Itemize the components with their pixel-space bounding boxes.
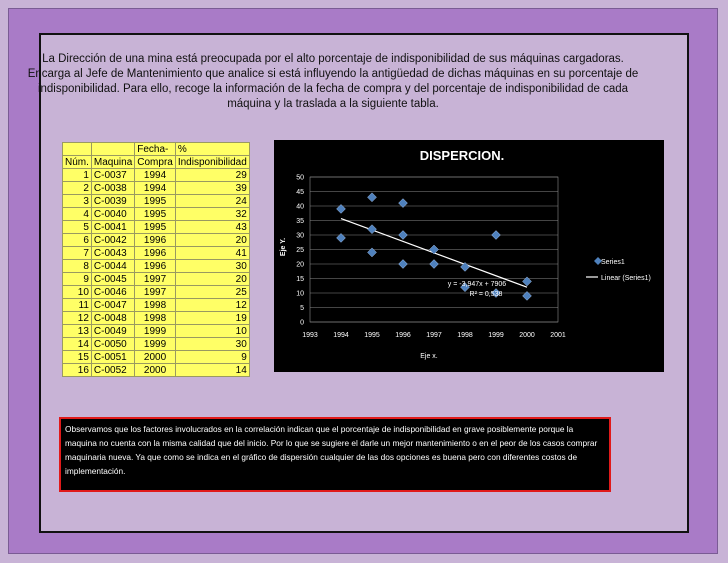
observation-text: Observamos que los factores involucrados en la correlación indican que el porcentaje de indisponibilidad en grave posiblemente porque la maquina no cuenta con la misma calidad que del inicio. Por lo que se sugiere el darle un mejor mantenimiento o en el peor de los casos comprar maquinaria nueva. Ya que como se indica en el gráfico de dispersión cualquier de las dos opciones es buena pero con diferentes costos de implementación. [65,424,598,476]
data-point [430,245,439,254]
y-tick-label: 15 [296,276,304,283]
unavailability-cell: 30 [175,338,249,351]
data-point [368,225,377,234]
machine-cell: C-0043 [91,247,134,260]
table-row [63,221,250,234]
table-header-cell: Compra [135,156,176,169]
intro-paragraph [20,52,646,112]
unavailability-cell: 10 [175,325,249,338]
y-tick-label: 25 [296,247,304,254]
row-number-cell: 13 [63,325,92,338]
intro-line: La Dirección de una mina está preocupada por el alto porcentaje de indisponibilidad de sus máquinas cargadoras. [42,53,624,65]
unavailability-cell: 32 [175,208,249,221]
legend-label-trendline: Linear (Series1) [601,275,651,282]
unavailability-cell: 9 [175,351,249,364]
purchase-year-cell: 1996 [135,247,176,260]
x-tick-label: 1999 [488,332,504,339]
observation-box [59,417,611,492]
machine-cell: C-0042 [91,234,134,247]
table-row [63,260,250,273]
machine-cell: C-0040 [91,208,134,221]
machine-cell: C-0046 [91,286,134,299]
machine-cell: C-0049 [91,325,134,338]
row-number-cell: 10 [63,286,92,299]
table-row [63,325,250,338]
unavailability-cell: 12 [175,299,249,312]
purchase-year-cell: 1994 [135,169,176,182]
row-number-cell: 7 [63,247,92,260]
unavailability-cell: 24 [175,195,249,208]
purchase-year-cell: 1995 [135,195,176,208]
table-row [63,286,250,299]
table-row [63,247,250,260]
table-row [63,312,250,325]
machine-cell: C-0048 [91,312,134,325]
machine-cell: C-0044 [91,260,134,273]
table-row [63,351,250,364]
y-tick-label: 40 [296,203,304,211]
row-number-cell: 1 [63,169,92,182]
x-tick-label: 2000 [519,332,535,339]
row-number-cell: 2 [63,182,92,195]
y-tick-label: 0 [300,319,304,327]
purchase-year-cell: 1996 [135,234,176,247]
x-tick-label: 1997 [426,332,442,339]
y-tick-label: 50 [296,174,304,182]
y-tick-label: 35 [296,218,304,225]
unavailability-cell: 20 [175,234,249,247]
table-header-cell [91,143,134,156]
machine-cell: C-0051 [91,351,134,364]
data-point [399,231,408,240]
y-tick-label: 30 [296,232,304,240]
row-number-cell: 8 [63,260,92,273]
table-row [63,208,250,221]
x-axis-label: Eje x. [420,353,438,360]
table-header-row [63,156,250,169]
row-number-cell: 6 [63,234,92,247]
row-number-cell: 5 [63,221,92,234]
purchase-year-cell: 1999 [135,338,176,351]
purchase-year-cell: 1999 [135,325,176,338]
equation-label: y = -3,947x + 7906 [447,281,507,288]
table-header-cell: Indisponibilidad [175,156,249,169]
machine-cell: C-0050 [91,338,134,351]
unavailability-cell: 39 [175,182,249,195]
row-number-cell: 9 [63,273,92,286]
scatter-chart [274,140,664,372]
data-point [368,193,377,202]
machine-cell: C-0041 [91,221,134,234]
x-tick-label: 1998 [457,332,473,339]
purchase-year-cell: 1996 [135,260,176,273]
intro-line: Encarga al Jefe de Mantenimiento que analice si está influyendo la antigüedad de dichas máquinas en su porcentaje de [27,68,639,80]
unavailability-cell: 20 [175,273,249,286]
table-row [63,234,250,247]
table-row [63,273,250,286]
row-number-cell: 3 [63,195,92,208]
table-row [63,182,250,195]
unavailability-cell: 30 [175,260,249,273]
intro-line: máquina y la traslada a la siguiente tabla. [227,98,439,110]
table-header-cell: Maquina [91,156,134,169]
row-number-cell: 12 [63,312,92,325]
unavailability-cell: 25 [175,286,249,299]
x-tick-label: 1996 [395,332,411,339]
purchase-year-cell: 2000 [135,364,176,377]
intro-line: indisponibilidad. Para ello, recoge la información de la fecha de compra y del porcentaje de indisponibilidad de cada [37,83,629,95]
unavailability-cell: 14 [175,364,249,377]
purchase-year-cell: 2000 [135,351,176,364]
r-squared-label: R² = 0,538 [469,291,503,298]
purchase-year-cell: 1995 [135,208,176,221]
machine-cell: C-0047 [91,299,134,312]
y-axis-label: Eje Y. [280,237,287,257]
table-row [63,299,250,312]
data-point [399,260,408,269]
table-row [63,364,250,377]
x-tick-label: 1994 [333,332,349,339]
y-tick-label: 20 [296,261,304,269]
table-header-cell: % [175,143,249,156]
purchase-year-cell: 1998 [135,312,176,325]
row-number-cell: 14 [63,338,92,351]
chart-svg [274,140,664,372]
purchase-year-cell: 1995 [135,221,176,234]
data-point [430,260,439,269]
chart-title: DISPERCION. [419,148,505,163]
y-tick-label: 10 [296,290,304,298]
machine-data-table [62,142,250,377]
unavailability-cell: 43 [175,221,249,234]
x-tick-label: 1995 [364,332,380,339]
legend-label-series1: Series1 [601,259,625,266]
purchase-year-cell: 1998 [135,299,176,312]
machine-cell: C-0052 [91,364,134,377]
table-row [63,338,250,351]
table-header-cell: Núm. [63,156,92,169]
unavailability-cell: 29 [175,169,249,182]
row-number-cell: 4 [63,208,92,221]
y-tick-label: 5 [300,305,304,312]
data-point [492,231,501,240]
row-number-cell: 16 [63,364,92,377]
table-row [63,169,250,182]
machine-cell: C-0039 [91,195,134,208]
x-tick-label: 1993 [302,332,318,339]
machine-cell: C-0038 [91,182,134,195]
unavailability-cell: 19 [175,312,249,325]
purchase-year-cell: 1997 [135,286,176,299]
purchase-year-cell: 1997 [135,273,176,286]
y-tick-label: 45 [296,189,304,196]
unavailability-cell: 41 [175,247,249,260]
machine-cell: C-0037 [91,169,134,182]
row-number-cell: 15 [63,351,92,364]
row-number-cell: 11 [63,299,92,312]
table-header-cell [63,143,92,156]
purchase-year-cell: 1994 [135,182,176,195]
table-header-row [63,143,250,156]
table-row [63,195,250,208]
machine-cell: C-0045 [91,273,134,286]
table-header-cell: Fecha- [135,143,176,156]
x-tick-label: 2001 [550,332,566,339]
